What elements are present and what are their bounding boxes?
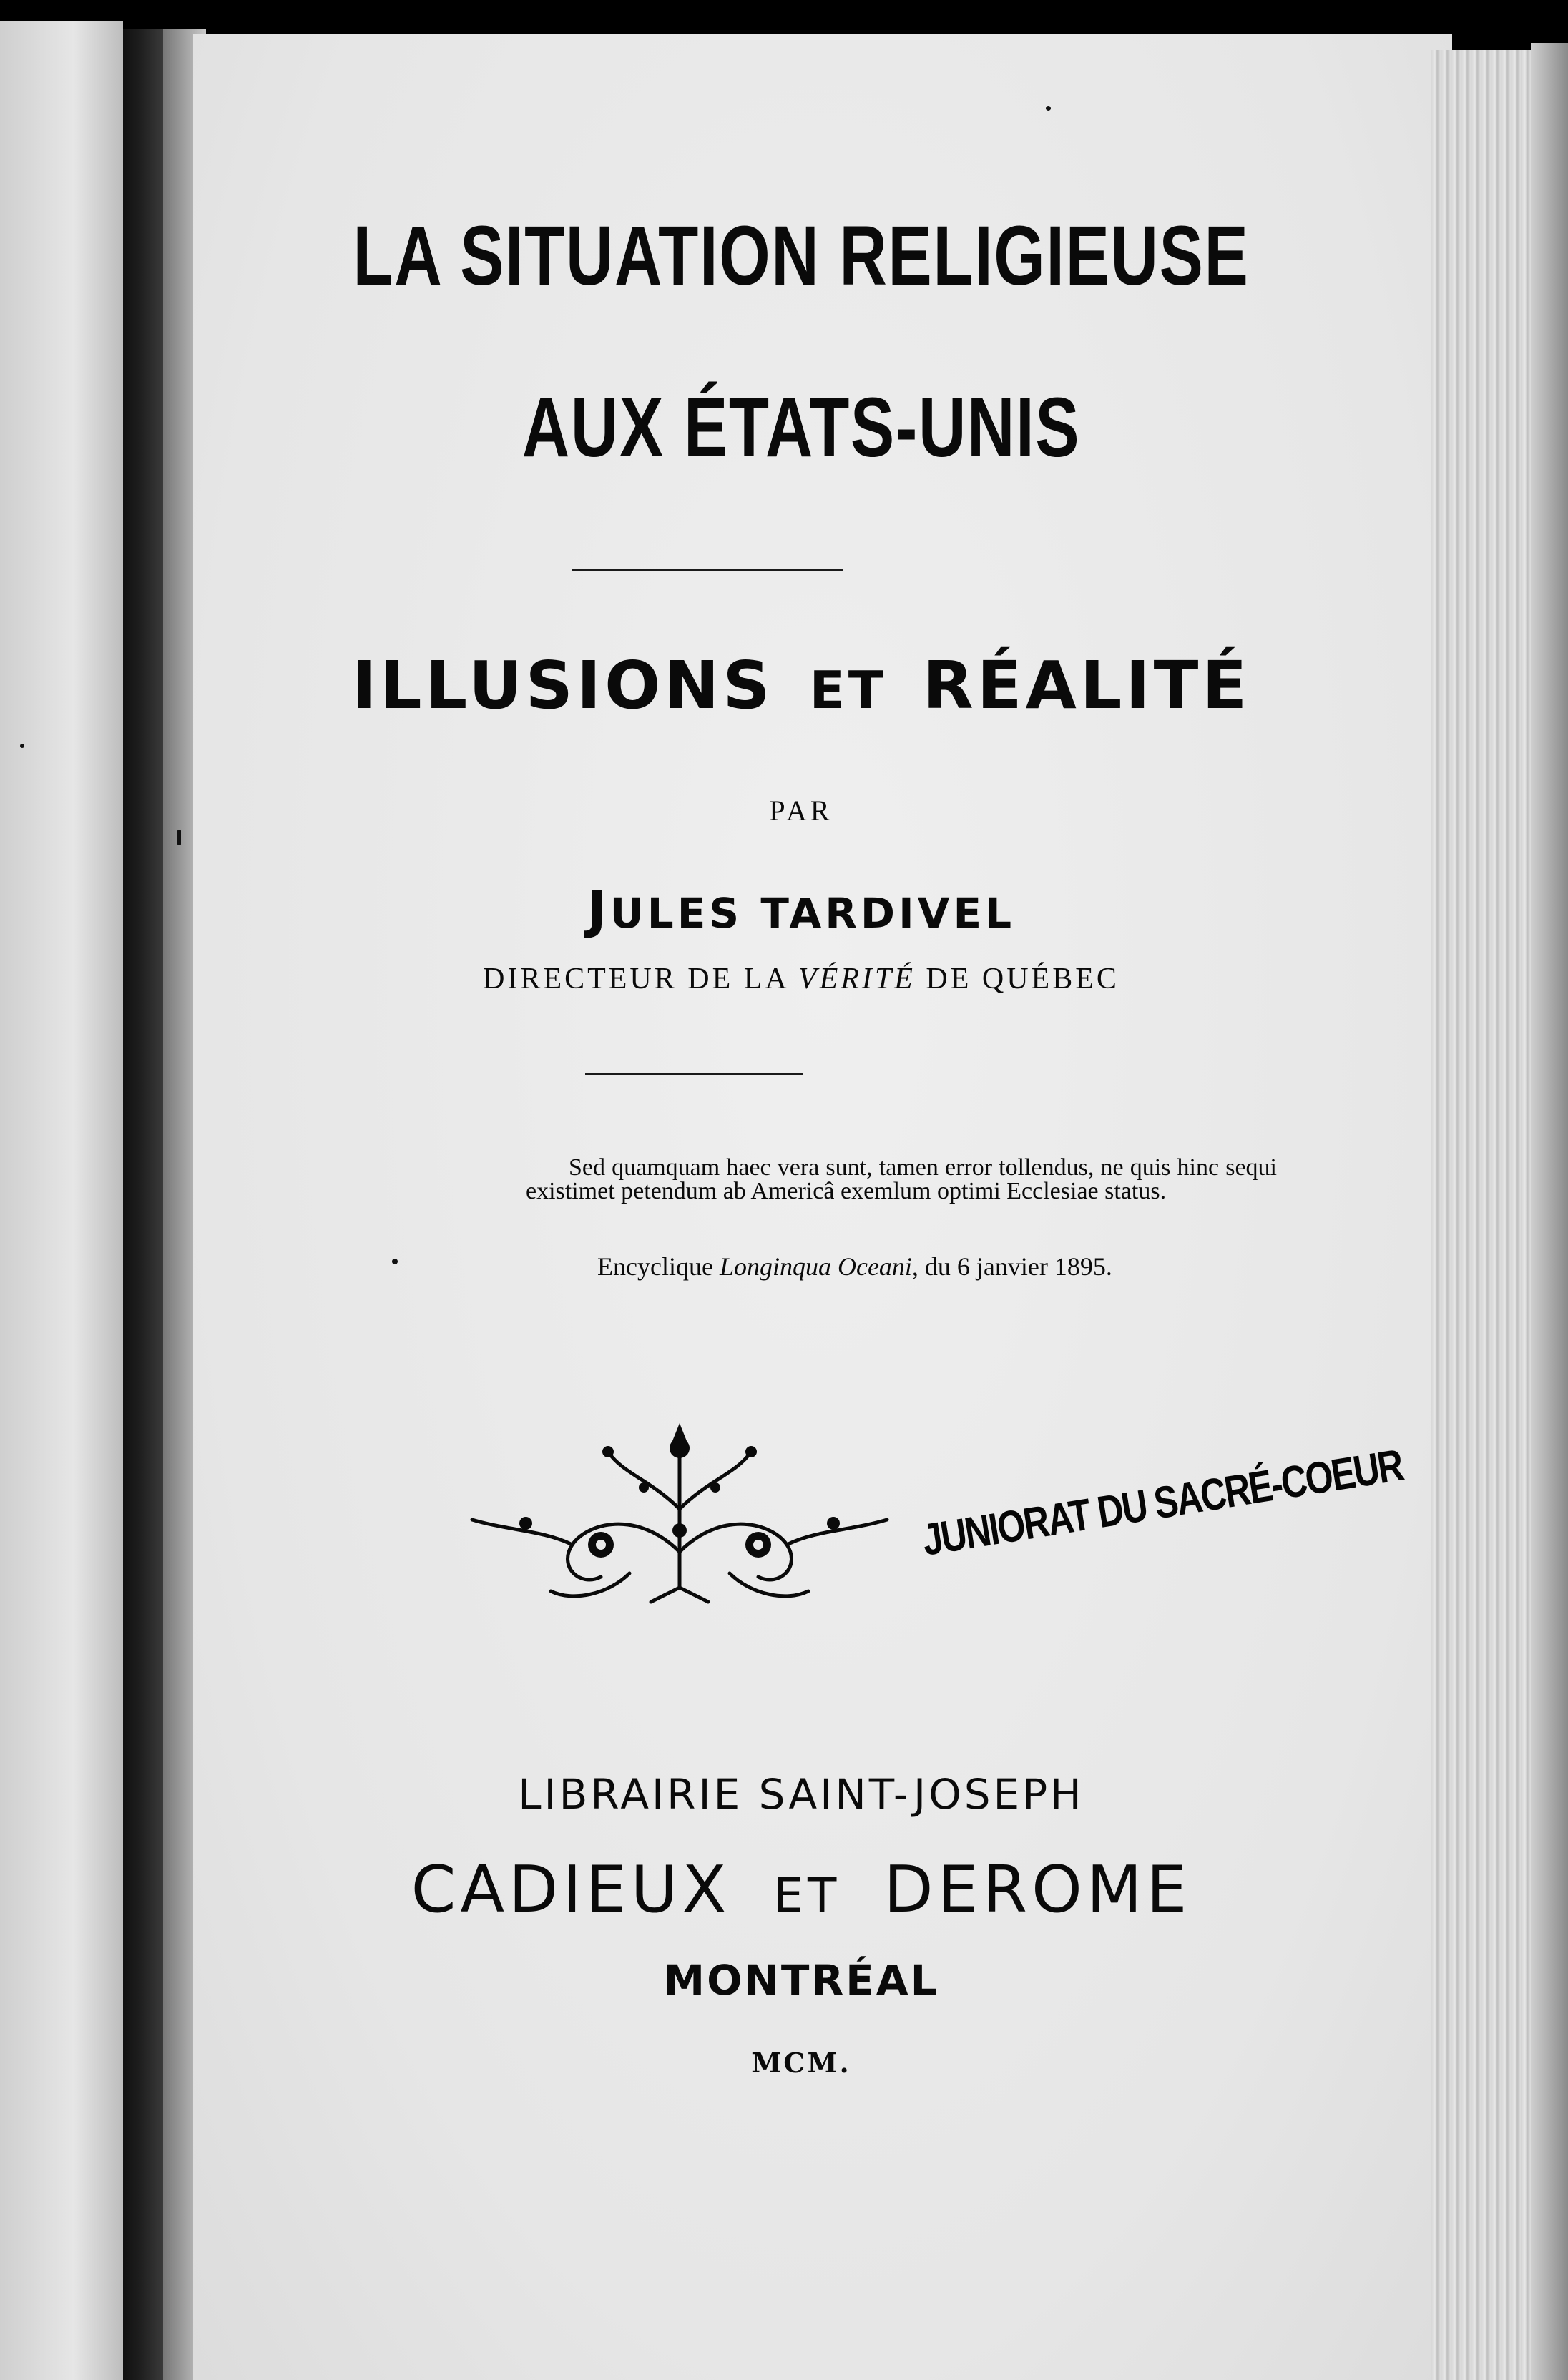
citation-title: Longinqua Oceani — [719, 1252, 912, 1281]
firm-part-1: CADIEUX — [411, 1852, 731, 1927]
title-divider — [572, 569, 843, 571]
publication-year: MCM. — [751, 2047, 851, 2079]
author-last-name: TARDIVEL — [760, 889, 1016, 938]
book-gutter — [123, 29, 163, 2380]
page-stack-shadow — [1531, 43, 1568, 2380]
title-line-2: AUX ÉTATS-UNIS — [521, 380, 1081, 475]
author-role-suffix: DE QUÉBEC — [926, 963, 1119, 995]
author-role — [165, 962, 1438, 996]
title-line-1: LA SITUATION RELIGIEUSE — [353, 209, 1250, 303]
subtitle-part-2: ET — [809, 660, 887, 720]
author-first-rest: ULES — [609, 889, 743, 938]
facing-page-edge — [0, 21, 123, 2380]
citation-suffix: , du 6 janvier 1895. — [911, 1252, 1112, 1281]
author-role-journal: VÉRITÉ — [798, 963, 916, 995]
author-initial: J — [587, 880, 610, 940]
epigraph-text: Sed quamquam haec vera sunt, tamen error tollendus, ne quis hinc sequi existimet petendum ab Americâ exemlum optimi Ecclesiae status. — [526, 1154, 1277, 1204]
publisher-firm — [165, 1852, 1438, 1927]
author-name — [165, 880, 1438, 940]
subtitle — [165, 647, 1438, 724]
scan-speck — [20, 744, 24, 748]
firm-part-3: DEROME — [883, 1852, 1192, 1927]
scan-speck — [177, 830, 181, 845]
firm-part-2: ET — [773, 1868, 841, 1923]
epigraph-citation — [597, 1252, 1112, 1282]
subtitle-part-3: RÉALITÉ — [922, 647, 1251, 724]
publication-city: MONTRÉAL — [663, 1956, 939, 2005]
byline-divider — [585, 1073, 803, 1075]
scan-speck — [392, 1259, 398, 1264]
library-stamp: JUNIORAT DU SACRÉ-COEUR — [918, 1440, 1406, 1565]
scan-speck — [1046, 106, 1051, 111]
author-role-prefix: DIRECTEUR DE LA — [483, 963, 788, 995]
publisher-name: LIBRAIRIE SAINT-JOSEPH — [518, 1770, 1084, 1819]
subtitle-part-1: ILLUSIONS — [351, 647, 774, 724]
citation-prefix: Encyclique — [597, 1252, 713, 1281]
floral-ornament-icon — [465, 1423, 894, 1609]
byline-par: PAR — [769, 795, 833, 827]
